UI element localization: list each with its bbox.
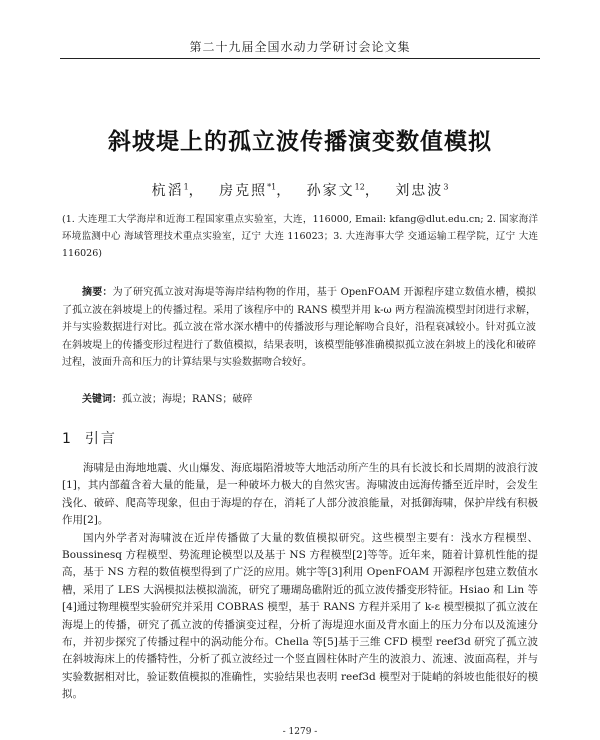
paragraph: 海啸是由海地地震、火山爆发、海底塌陷滑坡等大地活动所产生的具有长波长和长周期的波浪行波[1]，其内部蕴含着大量的能量，是一种破坏力极大的自然灾害。海啸波由远海传播至近岸时，会发生浅化、破碎、爬高等现象，但由于海堤的存在，消耗了人部分波浪能量，对抵御海啸，保护岸线有积极作用[2]。 <box>62 462 538 527</box>
author-list <box>60 180 540 200</box>
keywords <box>82 390 536 405</box>
body-text <box>62 460 538 704</box>
paper-title: 斜坡堤上的孤立波传播演变数值模拟 <box>108 129 492 155</box>
abstract-text: 为了研究孤立波对海堤等海岸结构物的作用，基于 OpenFOAM 开源程序建立数值水槽，模拟了孤立波在斜坡堤上的传播过程。采用了该程序中的 RANS 模型并用 k-ω 两方程湍流模型封闭进行求解，并与实验数据进行对比。孤立波在常水深水槽中的传播波形与理论解吻合良好，沿程衰减较小。针对孤立波在斜坡堤上的传播变形过程进行了数值模拟，结果表明，该模型能够准确模拟孤立波在斜坡上的浅化和破碎过程，波面升高和压力的计算结果与实验数据吻合较好。 <box>62 287 536 368</box>
author: 杭滔$^1$， <box>151 182 205 199</box>
abstract <box>62 284 536 372</box>
section-number: 1 <box>62 431 73 447</box>
author: 孙家文$^{12}$， <box>306 182 381 199</box>
section-title-text: 引言 <box>84 431 117 447</box>
header-rule <box>60 58 540 59</box>
running-header: 第二十九届全国水动力学研讨会论文集 <box>189 40 411 54</box>
keywords-label: 关键词： <box>82 394 122 405</box>
author: 房克照$^{*1}$， <box>219 182 293 199</box>
paragraph: 国内外学者对海啸波在近岸传播做了大量的数值模拟研究。这些模型主要有：浅水方程模型、Boussinesq 方程模型、势流理论模型以及基于 NS 方程模型[2]等等。近年来，随着计算机性能的提高，基于 NS 方程的数值模型得到了广泛的应用。姚宇等[3]利用 OpenFOAM 开源程序包建立数值水槽，采用了 LES 大涡模拟法模拟湍流，研究了珊瑚岛礁附近的孤立波传播变形特征。Hsiao 和 Lin 等[4]通过物理模型实验研究并采用 COBRAS 模型，基于 RANS 方程并采用了 k-ε 模型模拟了孤立波在海堤上的传播，研究了孤立波的传播演变过程，分析了海堤迎水面及背水面上的压力分布以及流速分布，并初步探究了传播过程中的涡动能分布。Chella 等[5]基于三维 CFD 模型 reef3d 研究了孤立波在斜坡海床上的传播特性，分析了孤立波经过一个竖直圆柱体时产生的波浪力、流速、波面高程，并与实验数据相对比，验证数值模拟的准确性，实验结果也表明 reef3d 模型对于陡峭的斜坡也能很好的模拟。 <box>62 531 538 701</box>
page-number: - 1279 - <box>282 727 318 737</box>
keywords-text: 孤立波；海堤；RANS；破碎 <box>122 394 253 405</box>
affiliation-text: (1. 大连理工大学海岸和近海工程国家重点实验室，大连，116000, Email: kfang@dlut.edu.cn; 2. 国家海洋环境监测中心 海域管理技术重点实验室，辽宁 大连 116023；3. 大连海事大学 交通运输工程学院，辽宁 大连 116026) <box>62 214 538 259</box>
affiliations <box>62 211 538 262</box>
author: 刘忠波$^3$ <box>395 182 449 199</box>
abstract-label: 摘要： <box>82 287 113 298</box>
section-heading <box>62 428 117 448</box>
